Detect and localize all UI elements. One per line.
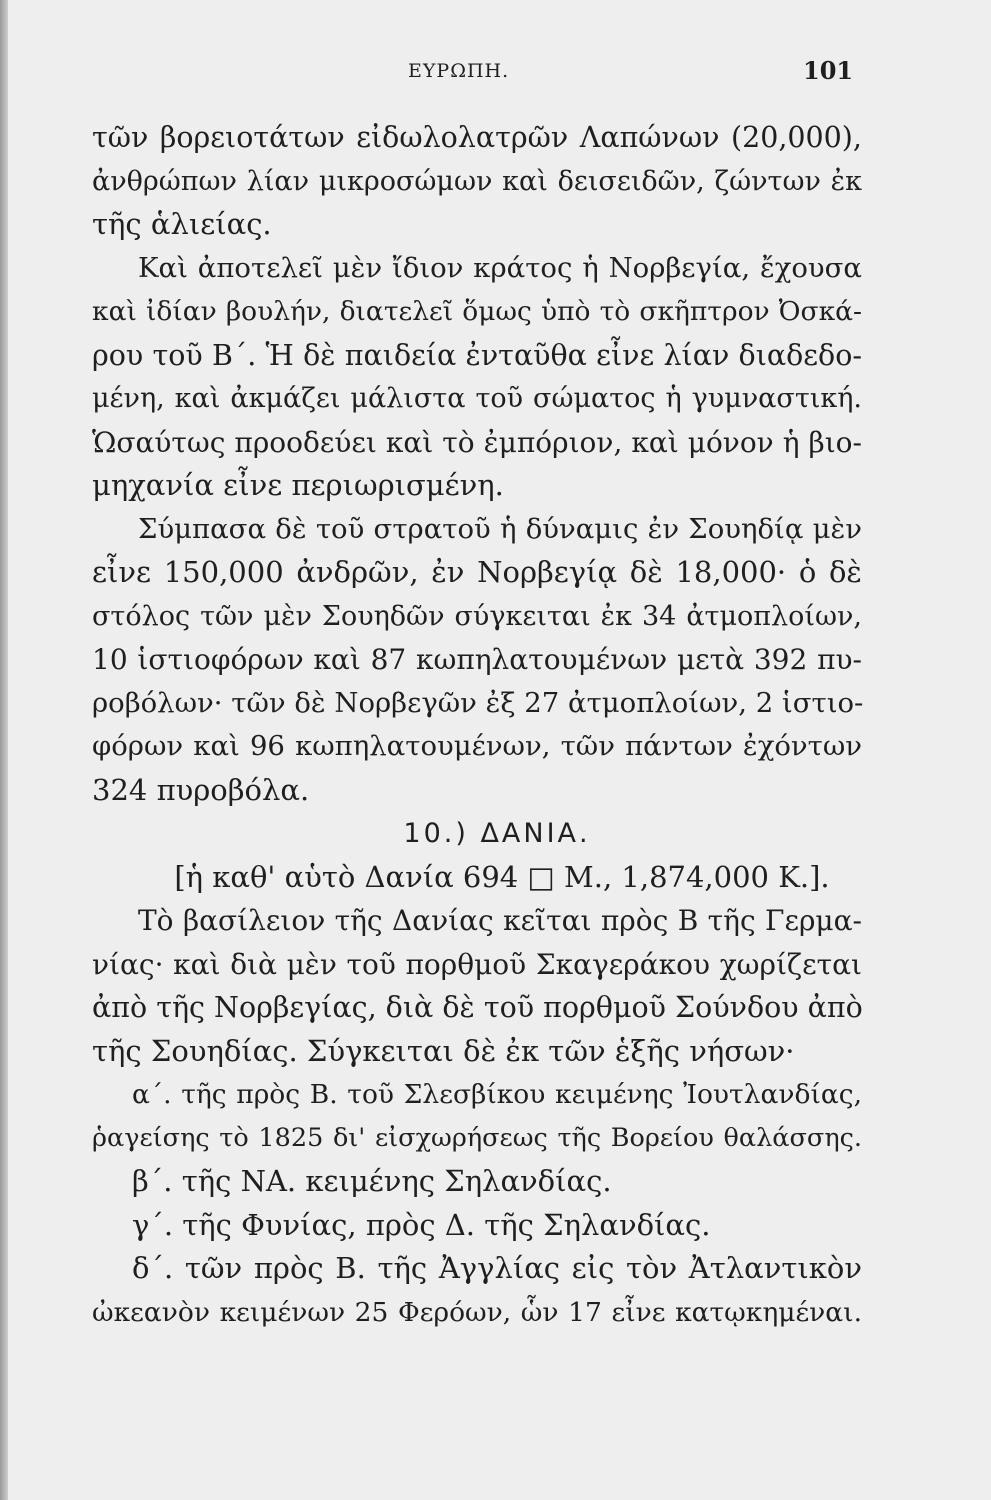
text-line: ρου τοῦ Β΄. Ἡ δὲ παιδεία ἐνταῦθα εἶνε λίαν διαδεδο- xyxy=(92,338,862,372)
text-line: ροβόλων· τῶν δὲ Νορβεγῶν ἐξ 27 ἀτμοπλοίων, 2 ἱστιο- xyxy=(92,686,864,719)
text-line: ἀνθρώπων λίαν μικροσώμων καὶ δεισειδῶν, ζώντων ἐκ xyxy=(92,165,862,197)
text-line: μηχανία εἶνε περιωρισμένη. xyxy=(92,468,504,502)
section-heading: 10.) ΔΑΝΙΑ. xyxy=(403,818,591,849)
text-line: τῶν βορειοτάτων εἰδωλολατρῶν Λαπώνων (20,000), xyxy=(92,121,862,154)
text-line: ἀπὸ τῆς Νορβεγίας, διὰ δὲ τοῦ πορθμοῦ Σούνδου ἀπὸ xyxy=(92,991,863,1024)
text-line: εἶνε 150,000 ἀνδρῶν, ἐν Νορβεγίᾳ δὲ 18,000· ὁ δὲ xyxy=(92,555,862,589)
paragraph-start-line: Σύμπασα δὲ τοῦ στρατοῦ ἡ δύναμις ἐν Σουηδίᾳ μὲν xyxy=(138,512,862,545)
running-title: ΕΥΡΩΠΗ. xyxy=(408,60,510,82)
text-line: Ὡσαύτως προοδεύει καὶ τὸ ἐμπόριον, καὶ μόνον ἡ βιο- xyxy=(92,425,862,459)
text-line: καὶ ἰδίαν βουλήν, διατελεῖ ὅμως ὑπὸ τὸ σκῆπτρον Ὀσκά- xyxy=(92,296,862,327)
text-line: στόλος τῶν μὲν Σουηδῶν σύγκειται ἐκ 34 ἀτμοπλοίων, xyxy=(92,600,862,632)
text-line: τῆς ἁλιείας. xyxy=(92,207,272,241)
body-text xyxy=(92,116,862,1334)
book-page xyxy=(8,0,991,1500)
text-line: φόρων καὶ 96 κωπηλατουμένων, τῶν πάντων ἐχόντων xyxy=(92,730,862,762)
text-line: μένη, καὶ ἀκμάζει μάλιστα τοῦ σώματος ἡ γυμναστική. xyxy=(92,383,862,414)
text-line: τῆς Σουηδίας. Σύγκειται δὲ ἐκ τῶν ἑξῆς νήσων· xyxy=(92,1033,795,1068)
text-line: 10 ἱστιοφόρων καὶ 87 κωπηλατουμένων μετὰ 392 πυ- xyxy=(92,643,862,676)
text-line: 324 πυροβόλα. xyxy=(92,772,310,807)
text-line: νίας· καὶ διὰ μὲν τοῦ πορθμοῦ Σκαγεράκου χωρίζεται xyxy=(92,947,862,981)
paragraph-start-line: Τὸ βασίλειον τῆς Δανίας κεῖται πρὸς Β τῆς Γερμα- xyxy=(138,904,862,937)
paragraph-start-line: Καὶ ἀποτελεῖ μὲν ἴδιον κράτος ἡ Νορβεγία, ἔχουσα xyxy=(138,251,862,284)
list-item: β΄. τῆς ΝΑ. κειμένης Σηλανδίας. xyxy=(132,1164,612,1198)
list-item: δ΄. τῶν πρὸς Β. τῆς Ἀγγλίας εἰς τὸν Ἀτλαντικὸν xyxy=(132,1251,862,1285)
page-header xyxy=(8,56,991,90)
section-subheading: [ἡ καθ' αὑτὸ Δανία 694 □ Μ., 1,874,000 Κ.]. xyxy=(174,859,830,894)
list-item: α΄. τῆς πρὸς Β. τοῦ Σλεσβίκου κειμένης Ἰουτλανδίας, xyxy=(132,1079,862,1110)
list-item: γ΄. τῆς Φυνίας, πρὸς Δ. τῆς Σηλανδίας. xyxy=(132,1207,711,1242)
book-gutter-shadow xyxy=(0,0,8,1500)
text-line: ὠκεανὸν κειμένων 25 Φερόων, ὧν 17 εἶνε κατῳκημέναι. xyxy=(92,1296,862,1328)
page-number: 101 xyxy=(803,56,854,85)
text-line: ῥαγείσης τὸ 1825 δι' εἰσχωρήσεως τῆς Βορείου θαλάσσης. xyxy=(92,1122,862,1153)
